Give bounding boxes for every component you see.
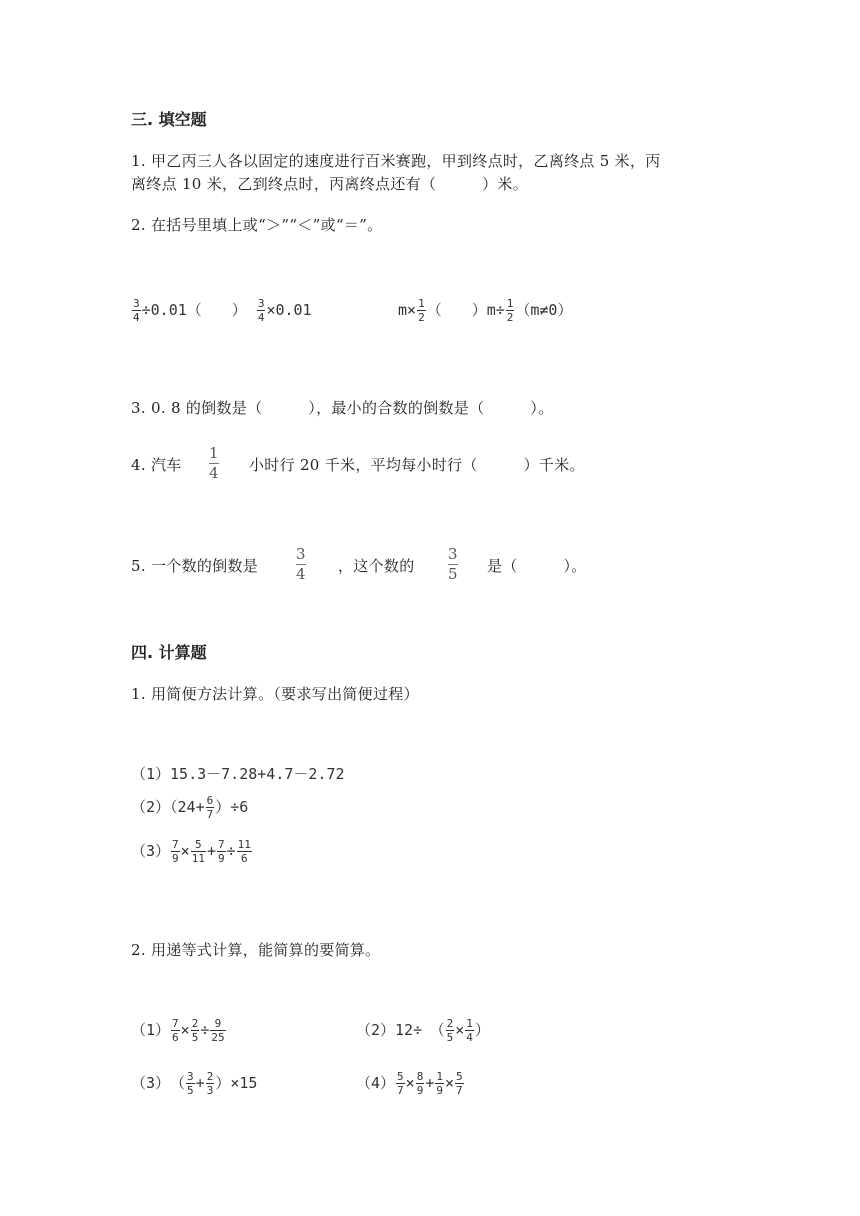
question-4-2: 2. 用递等式计算，能简算的要简算。	[131, 941, 381, 959]
fraction: $\frac{3}{4}$	[257, 297, 265, 324]
fraction: $\frac{11}{6}$	[237, 838, 251, 865]
question-3-4-suffix: 小时行 20 千米，平均每小时行（ ）千米。	[249, 456, 585, 474]
question-3-5-suffix: 是（ ）。	[487, 557, 587, 575]
question-3-5-prefix: 5. 一个数的倒数是	[131, 557, 259, 575]
question-3-4-prefix: 4. 汽车	[131, 456, 182, 474]
fraction: $\frac{9}{25}$	[211, 1017, 225, 1044]
fraction: $\frac{1}{9}$	[436, 1070, 443, 1097]
fraction: $\frac{2}{5}$	[191, 1017, 199, 1044]
question-4-1: 1. 用简便方法计算。（要求写出简便过程）	[131, 685, 419, 703]
question-3-3: 3. 0. 8 的倒数是（ ），最小的合数的倒数是（ ）。	[131, 399, 554, 417]
fraction: $\frac{2}{5}$	[446, 1017, 454, 1044]
fraction: $\frac{1}{4}$	[466, 1017, 473, 1044]
comparison-1: $\frac{3}{4}$ ÷0.01（ ） $\frac{3}{4}$ ×0.01	[133, 297, 312, 324]
fraction: $\frac{7}{9}$	[172, 838, 179, 865]
question-3-1-line-1: 1. 甲乙丙三人各以固定的速度进行百米赛跑，甲到终点时，乙离终点 5 米，丙	[131, 152, 661, 170]
fraction: $\frac{2}{3}$	[206, 1070, 214, 1097]
fraction: $\frac{7}{9}$	[217, 838, 225, 865]
fraction: $\frac{6}{7}$	[206, 794, 214, 821]
fraction: $\frac{5}{7}$	[456, 1070, 463, 1097]
problem-4-1-3: （3） $\frac{7}{9}$ × $\frac{5}{11}$ + $\frac{7}{9}$ ÷ $\frac{11}{6}$	[131, 838, 251, 865]
section-4-title: 四. 计算题	[131, 643, 207, 662]
fraction: $\frac{1}{2}$	[418, 297, 425, 324]
section-3-title: 三. 填空题	[131, 110, 207, 129]
fraction: $\frac{5}{7}$	[397, 1070, 404, 1097]
question-3-5-middle: ，这个数的	[338, 557, 415, 575]
fraction: 1 4	[209, 444, 219, 482]
fraction: $\frac{3}{4}$	[133, 297, 140, 324]
problem-4-2-4: （4） $\frac{5}{7}$ × $\frac{8}{9}$ + $\frac{1}{9}$ × $\frac{5}{7}$	[356, 1070, 463, 1097]
fraction: $\frac{8}{9}$	[416, 1070, 424, 1097]
fraction: $\frac{7}{6}$	[172, 1017, 179, 1044]
fraction: 3 4	[296, 545, 306, 583]
fraction: $\frac{3}{5}$	[187, 1070, 194, 1097]
problem-4-2-2: （2）12÷ （ $\frac{2}{5}$ × $\frac{1}{4}$ ）	[356, 1017, 490, 1044]
comparison-2: m× $\frac{1}{2}$ （ ）m÷ $\frac{1}{2}$ （m≠0）	[398, 297, 573, 324]
problem-4-2-3: （3） （ $\frac{3}{5}$ + $\frac{2}{3}$ ）×15	[131, 1070, 258, 1097]
fraction: $\frac{1}{2}$	[506, 297, 514, 324]
question-3-2: 2. 在括号里填上或“＞”“＜”或“＝”。	[131, 216, 383, 234]
problem-4-2-1: （1） $\frac{7}{6}$ × $\frac{2}{5}$ ÷ $\frac{9}{25}$	[131, 1017, 225, 1044]
fraction: 3 5	[448, 545, 458, 583]
question-3-1-line-2: 离终点 10 米，乙到终点时，丙离终点还有（ ）米。	[131, 175, 529, 193]
fraction: $\frac{5}{11}$	[191, 838, 205, 865]
problem-4-1-1: （1）15.3－7.28+4.7－2.72	[131, 765, 345, 783]
problem-4-1-2: （2）（24+ $\frac{6}{7}$ ）÷6	[131, 794, 249, 821]
